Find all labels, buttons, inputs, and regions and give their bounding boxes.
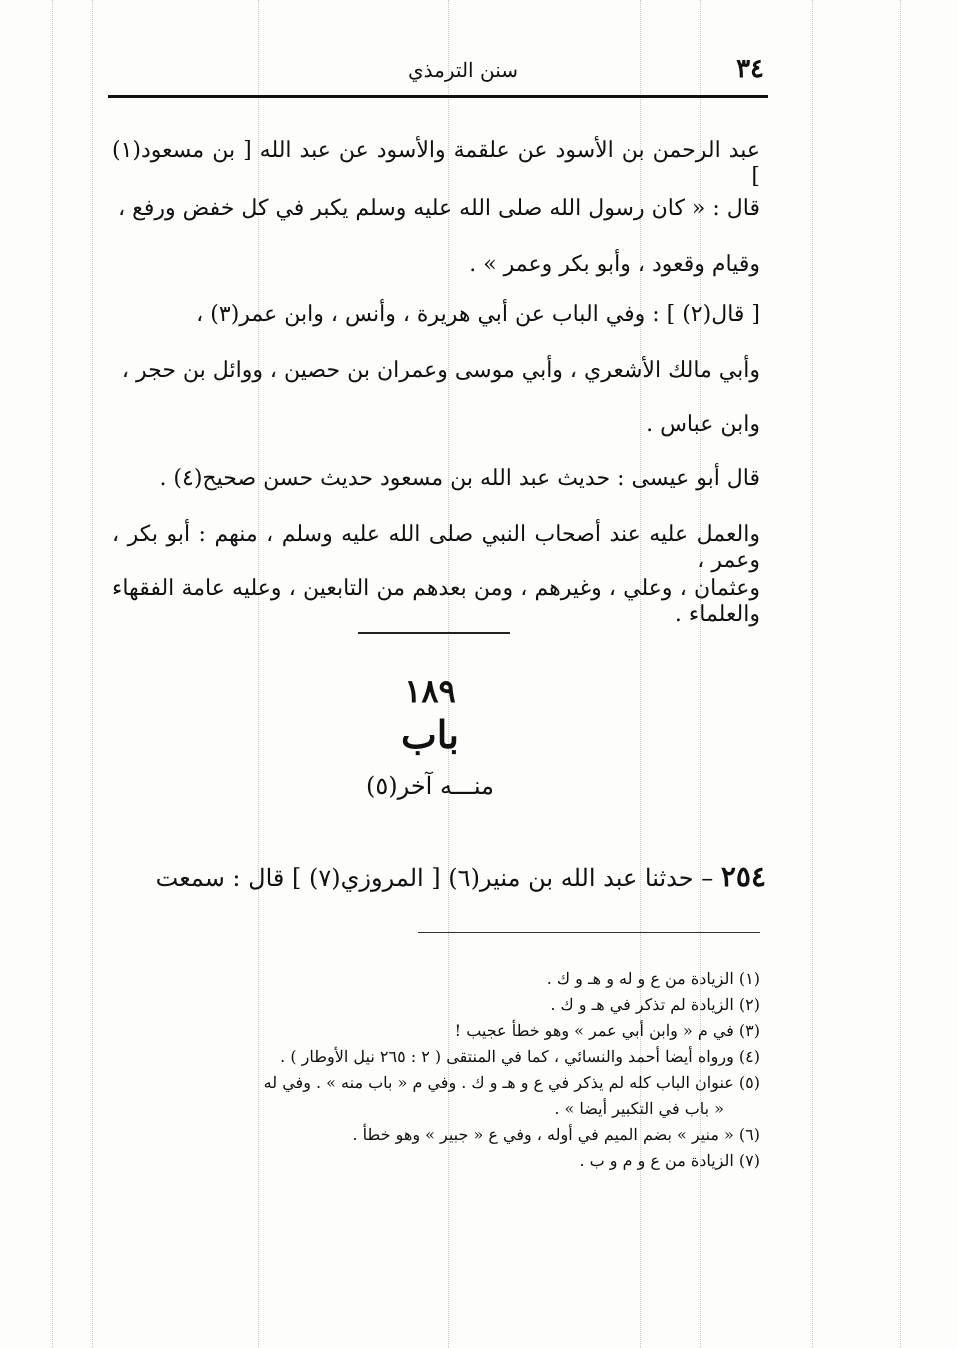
chapter-heading: باب [401, 712, 459, 757]
footnote-continuation: « باب في التكبير أيضا » . [554, 1099, 724, 1118]
body-line: عبد الرحمن بن الأسود عن علقمة والأسود عن عبد الله [ بن مسعود(١) ] [112, 138, 760, 190]
chapter-title: منـــه آخر(٥) [365, 772, 495, 800]
header-rule [108, 95, 768, 98]
body-line: وابن عباس . [646, 412, 760, 437]
footnote: (٢) الزيادة لم تذكر في هـ و ك . [550, 995, 760, 1014]
footnote-rule [418, 932, 760, 933]
hadith-text: – حدثنا عبد الله بن منير(٦) [ المروزي(٧) ] قال : سمعت [155, 864, 714, 892]
body-line: قال أبو عيسى : حديث عبد الله بن مسعود حديث حسن صحيح(٤) . [159, 466, 760, 491]
body-line: وعثمان ، وعلي ، وغيرهم ، ومن بعدهم من التابعين ، وعليه عامة الفقهاء والعلماء . [112, 576, 760, 628]
scan-guide-line [52, 0, 53, 1348]
footnote: (١) الزيادة من ع و له و هـ و ك . [546, 969, 760, 988]
scan-guide-line [92, 0, 93, 1348]
footnote: (٤) ورواه أيضا أحمد والنسائي ، كما في المنتقى ( ٢ : ٢٦٥ نيل الأوطار ) . [280, 1047, 760, 1066]
scan-guide-line [812, 0, 813, 1348]
chapter-number: ١٨٩ [404, 672, 456, 710]
footnotes [100, 966, 760, 1174]
footnote: (٥) عنوان الباب كله لم يذكر في ع و هـ و ك . وفي م « باب منه » . وفي له [263, 1073, 760, 1092]
body-line: والعمل عليه عند أصحاب النبي صلى الله عليه وسلم ، منهم : أبو بكر ، وعمر ، [112, 522, 760, 574]
footnote: (٦) « منير » بضم الميم في أوله ، وفي ع « جبير » وهو خطأ . [352, 1125, 760, 1144]
footnote: (٣) في م « وابن أبي عمر » وهو خطأ عجيب ! [454, 1021, 760, 1040]
page-number: ٣٤ [736, 54, 764, 84]
scan-guide-line [900, 0, 901, 1348]
hadith-number: ٢٥٤ [720, 860, 766, 893]
page-header [108, 54, 768, 90]
hadith-opening [96, 860, 766, 893]
body-line: [ قال(٢) ] : وفي الباب عن أبي هريرة ، وأنس ، وابن عمر(٣) ، [196, 302, 760, 327]
body-line: قال : « كان رسول الله صلى الله عليه وسلم يكبر في كل خفض ورفع ، [118, 196, 760, 221]
footnote: (٧) الزيادة من ع و م و ب . [579, 1151, 760, 1170]
body-line: وقيام وقعود ، وأبو بكر وعمر » . [469, 252, 760, 277]
body-line: وأبي مالك الأشعري ، وأبي موسى وعمران بن حصين ، ووائل بن حجر ، [121, 358, 760, 383]
running-title: سنن الترمذي [408, 58, 518, 82]
section-separator [358, 632, 510, 634]
